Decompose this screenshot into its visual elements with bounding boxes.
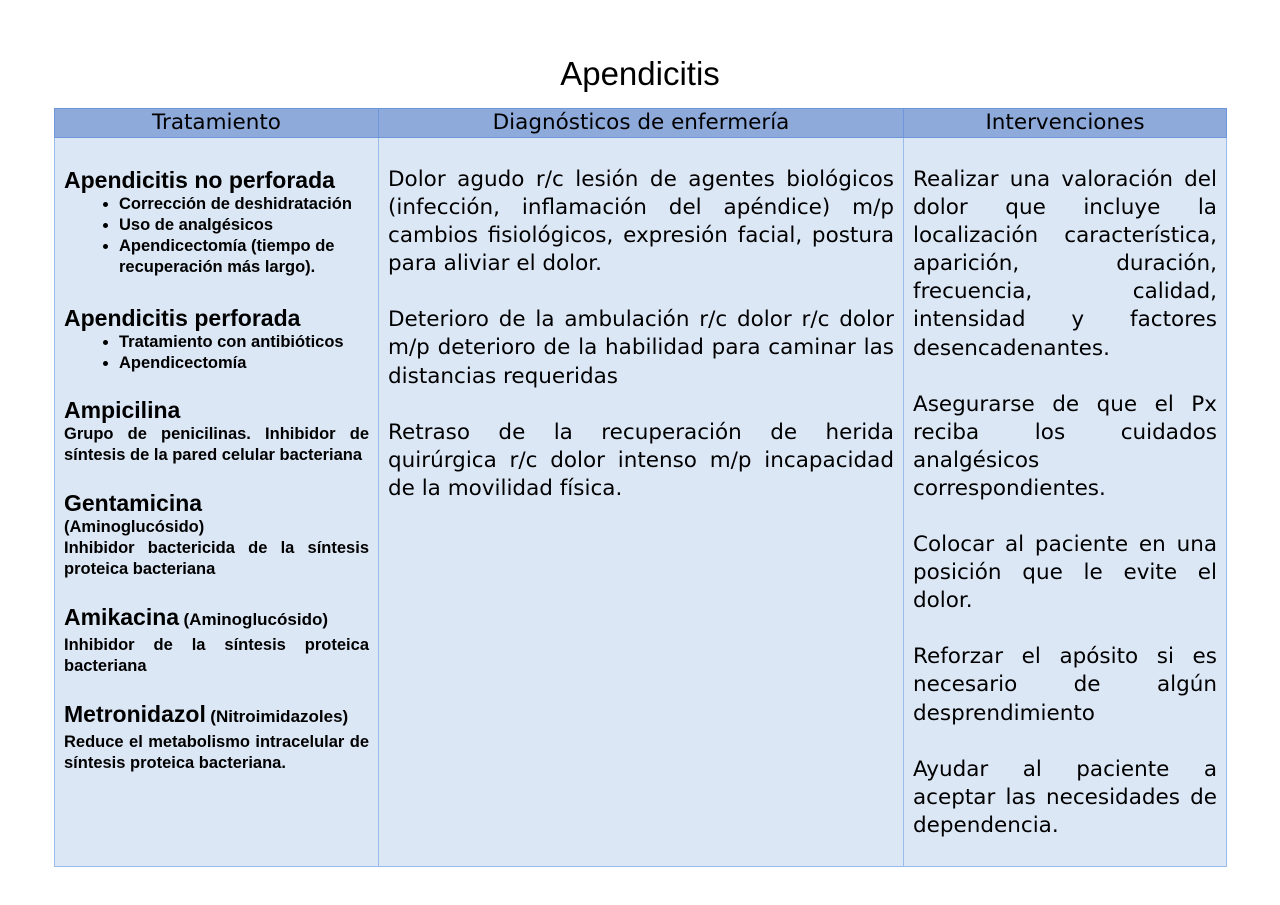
metronidazol-class: (Nitroimidazoles): [210, 707, 349, 726]
ampicilina-desc: Grupo de penicilinas. Inhibidor de síntesis de la pared celular bacteriana: [64, 425, 369, 464]
amikacina-desc: Inhibidor de la síntesis proteica bacteriana: [64, 636, 369, 675]
diagnoses-cell: [379, 138, 904, 867]
non-perforated-list: [64, 194, 369, 278]
perforated-heading: Apendicitis perforada: [64, 305, 301, 331]
gentamicina-name: Gentamicina: [64, 490, 203, 516]
intervention-paragraph: Ayudar al paciente a aceptar las necesidades de dependencia.: [913, 756, 1217, 838]
diagnosis-paragraph: Dolor agudo r/c lesión de agentes biológicos (infección, inflamación del apéndice) m/p cambios fisiológicos, expresión facial, postura para aliviar el dolor.: [388, 167, 894, 277]
list-item: • Tratamiento con antibióticos: [119, 332, 369, 353]
diagnosis-paragraph: Deterioro de la ambulación r/c dolor r/c dolor m/p deterioro de la habilidad para caminar las distancias requeridas: [388, 307, 894, 389]
metronidazol-section: [64, 700, 369, 774]
table-header-row: [55, 109, 1227, 138]
amikacina-class: (Aminoglucósido): [183, 610, 328, 629]
interventions-cell: [904, 138, 1227, 867]
list-item: • Apendicectomía (tiempo de recuperación más largo).: [119, 236, 369, 278]
list-item: • Apendicectomía: [119, 353, 369, 374]
intervention-paragraph: Realizar una valoración del dolor que incluye la localización característica, aparición, duración, frecuencia, calidad, intensidad y factores desencadenantes.: [913, 167, 1217, 361]
metronidazol-desc: Reduce el metabolismo intracelular de síntesis proteica bacteriana.: [64, 733, 369, 772]
ampicilina-name: Ampicilina: [64, 397, 181, 423]
amikacina-name: Amikacina: [64, 604, 180, 630]
amikacina-section: [64, 603, 369, 677]
apendicitis-table: [54, 108, 1227, 867]
header-tratamiento: Tratamiento: [55, 109, 379, 138]
list-item: • Uso de analgésicos: [119, 215, 369, 236]
metronidazol-name: Metronidazol: [64, 701, 206, 727]
intervention-paragraph: Colocar al paciente en una posición que le evite el dolor.: [913, 532, 1217, 614]
non-perforated-heading: Apendicitis no perforada: [64, 167, 335, 193]
document-title: Apendicitis: [560, 55, 720, 92]
diagnosis-paragraph: Retraso de la recuperación de herida quirúrgica r/c dolor intenso m/p incapacidad de la movilidad física.: [388, 419, 894, 501]
list-item: • Corrección de deshidratación: [119, 194, 369, 215]
header-diagnosticos: Diagnósticos de enfermería: [379, 109, 904, 138]
intervention-paragraph: Reforzar el apósito si es necesario de algún desprendimiento: [913, 644, 1217, 726]
intervention-paragraph: Asegurarse de que el Px reciba los cuidados analgésicos correspondientes.: [913, 391, 1217, 501]
table-body-row: [55, 138, 1227, 867]
ampicilina-section: [64, 396, 369, 466]
non-perforated-section: [64, 166, 369, 278]
header-intervenciones: Intervenciones: [904, 109, 1227, 138]
gentamicina-section: [64, 489, 369, 580]
perforated-list: [64, 332, 369, 374]
gentamicina-class: (Aminoglucósido): [64, 518, 205, 536]
treatment-cell: [55, 138, 379, 867]
perforated-section: [64, 304, 369, 374]
gentamicina-desc: Inhibidor bactericida de la síntesis proteica bacteriana: [64, 539, 369, 578]
